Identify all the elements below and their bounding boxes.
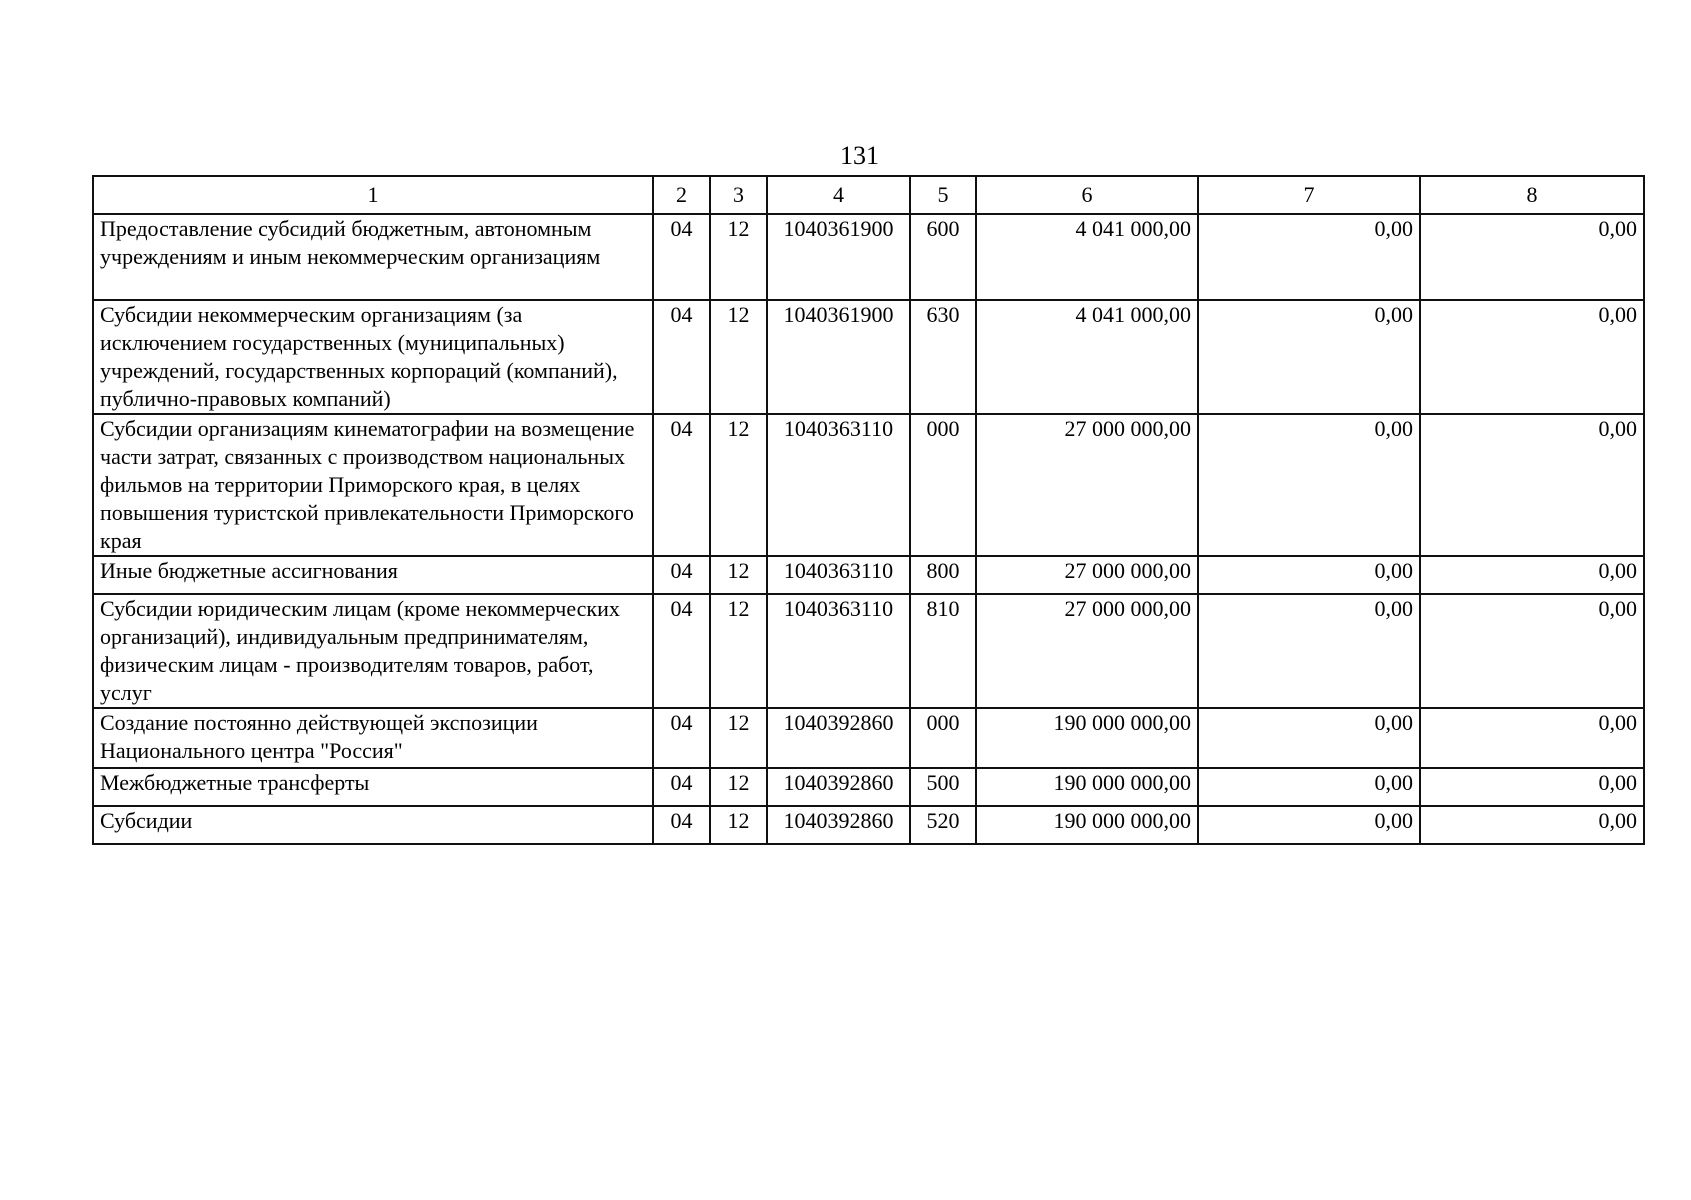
row-name: Межбюджетные трансферты — [93, 768, 653, 806]
amount-col7: 0,00 — [1198, 414, 1420, 556]
section-code: 04 — [653, 768, 710, 806]
amount-col6: 190 000 000,00 — [976, 708, 1198, 768]
table-row — [93, 708, 1644, 768]
target-article-code: 1040363110 — [767, 594, 910, 708]
subsection-code: 12 — [710, 708, 767, 768]
row-name: Иные бюджетные ассигнования — [93, 556, 653, 594]
expense-type-code: 800 — [910, 556, 976, 594]
amount-col7: 0,00 — [1198, 300, 1420, 414]
section-code: 04 — [653, 806, 710, 844]
amount-col8: 0,00 — [1420, 768, 1644, 806]
section-code: 04 — [653, 556, 710, 594]
subsection-code: 12 — [710, 214, 767, 300]
amount-col6: 27 000 000,00 — [976, 594, 1198, 708]
subsection-code: 12 — [710, 594, 767, 708]
amount-col6: 190 000 000,00 — [976, 768, 1198, 806]
column-header: 4 — [767, 176, 910, 214]
amount-col7: 0,00 — [1198, 806, 1420, 844]
subsection-code: 12 — [710, 768, 767, 806]
table-row — [93, 214, 1644, 300]
subsection-code: 12 — [710, 556, 767, 594]
column-header: 8 — [1420, 176, 1644, 214]
header-row — [93, 176, 1644, 214]
section-code: 04 — [653, 214, 710, 300]
section-code: 04 — [653, 300, 710, 414]
expense-type-code: 600 — [910, 214, 976, 300]
table-row — [93, 806, 1644, 844]
column-header: 7 — [1198, 176, 1420, 214]
target-article-code: 1040363110 — [767, 556, 910, 594]
amount-col6: 4 041 000,00 — [976, 214, 1198, 300]
expense-type-code: 500 — [910, 768, 976, 806]
target-article-code: 1040361900 — [767, 214, 910, 300]
row-name: Предоставление субсидий бюджетным, автономным учреждениям и иным некоммерческим организациям — [93, 214, 653, 300]
subsection-code: 12 — [710, 806, 767, 844]
amount-col6: 27 000 000,00 — [976, 556, 1198, 594]
row-name: Субсидии организациям кинематографии на возмещение части затрат, связанных с производством национальных фильмов на территории Приморского края, в целях повышения туристской привлекательности Приморского края — [93, 414, 653, 556]
table-row — [93, 594, 1644, 708]
target-article-code: 1040363110 — [767, 414, 910, 556]
column-header: 3 — [710, 176, 767, 214]
row-name: Субсидии юридическим лицам (кроме некоммерческих организаций), индивидуальным предпринимателям, физическим лицам - производителям товаров, работ, услуг — [93, 594, 653, 708]
table-row — [93, 300, 1644, 414]
amount-col7: 0,00 — [1198, 214, 1420, 300]
amount-col8: 0,00 — [1420, 556, 1644, 594]
amount-col7: 0,00 — [1198, 556, 1420, 594]
row-name: Субсидии — [93, 806, 653, 844]
section-code: 04 — [653, 594, 710, 708]
target-article-code: 1040392860 — [767, 768, 910, 806]
target-article-code: 1040392860 — [767, 806, 910, 844]
budget-table — [92, 175, 1645, 845]
expense-type-code: 810 — [910, 594, 976, 708]
amount-col8: 0,00 — [1420, 300, 1644, 414]
amount-col6: 4 041 000,00 — [976, 300, 1198, 414]
expense-type-code: 630 — [910, 300, 976, 414]
amount-col8: 0,00 — [1420, 414, 1644, 556]
column-header: 1 — [93, 176, 653, 214]
expense-type-code: 520 — [910, 806, 976, 844]
expense-type-code: 000 — [910, 708, 976, 768]
section-code: 04 — [653, 414, 710, 556]
amount-col6: 27 000 000,00 — [976, 414, 1198, 556]
section-code: 04 — [653, 708, 710, 768]
subsection-code: 12 — [710, 414, 767, 556]
amount-col7: 0,00 — [1198, 708, 1420, 768]
row-name: Создание постоянно действующей экспозиции Национального центра "Россия" — [93, 708, 653, 768]
column-header: 2 — [653, 176, 710, 214]
amount-col8: 0,00 — [1420, 594, 1644, 708]
column-header: 6 — [976, 176, 1198, 214]
amount-col7: 0,00 — [1198, 594, 1420, 708]
row-name: Субсидии некоммерческим организациям (за исключением государственных (муниципальных) учреждений, государственных корпораций (компаний), публично-правовых компаний) — [93, 300, 653, 414]
expense-type-code: 000 — [910, 414, 976, 556]
table-row — [93, 414, 1644, 556]
table-row — [93, 768, 1644, 806]
target-article-code: 1040361900 — [767, 300, 910, 414]
amount-col8: 0,00 — [1420, 806, 1644, 844]
subsection-code: 12 — [710, 300, 767, 414]
amount-col6: 190 000 000,00 — [976, 806, 1198, 844]
target-article-code: 1040392860 — [767, 708, 910, 768]
amount-col8: 0,00 — [1420, 214, 1644, 300]
page-number: 131 — [840, 141, 879, 170]
table-row — [93, 556, 1644, 594]
amount-col7: 0,00 — [1198, 768, 1420, 806]
amount-col8: 0,00 — [1420, 708, 1644, 768]
column-header: 5 — [910, 176, 976, 214]
